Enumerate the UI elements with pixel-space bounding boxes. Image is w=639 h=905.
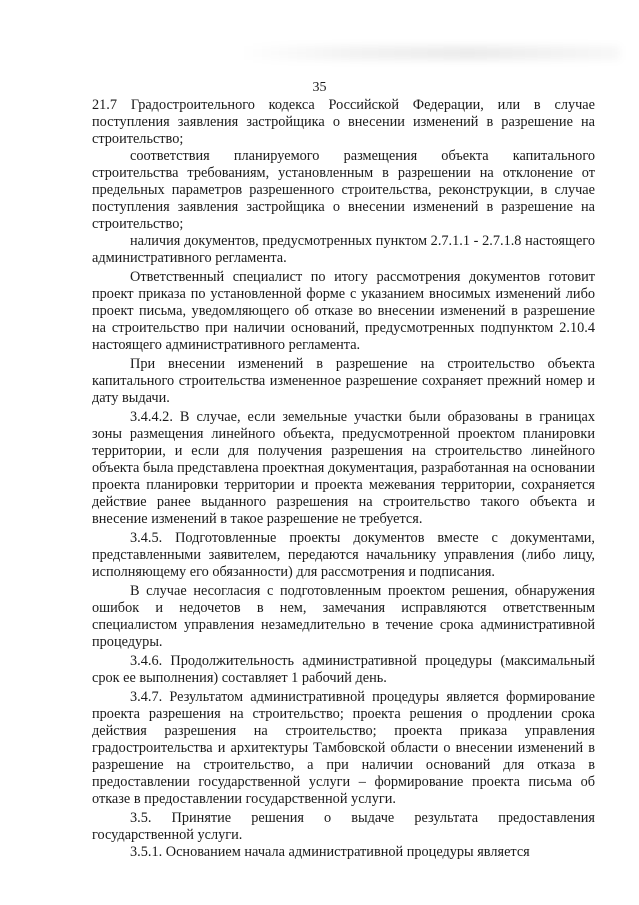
- paragraph-responsible-specialist: Ответственный специалист по итогу рассмотрения документов готовит проект приказа по установленной форме с указанием вносимых изменений либо проект письма, уведомляющего об отказе во внесении изменений в разрешение на строительство при наличии оснований, предусмотренных подпунктом 2.10.4 настоящего административного регламента.: [92, 269, 595, 353]
- paragraph-3-5: 3.5. Принятие решения о выдаче результата предоставления государственной услуги.: [92, 810, 595, 843]
- paragraph-disagreement: В случае несогласия с подготовленным проектом решения, обнаружения ошибок и недочетов в нем, замечания исправляются ответственным специалистом управления незамедлительно в течение срока административной процедуры.: [92, 583, 595, 650]
- page-number: 35: [312, 80, 327, 95]
- paragraph-3-4-4-2: 3.4.4.2. В случае, если земельные участки были образованы в границах зоны размещения линейного объекта, предусмотренной проектом планировки территории, и если для получения разрешения на строительство линейного объекта была представлена проектная документация, разработанная на основании проекта планировки территории и проекта межевания территории, сохраняется действие ранее выданного разрешения на строительство такого объекта и внесение изменений в такое разрешение не требуется.: [92, 409, 595, 527]
- paragraph-3-4-7: 3.4.7. Результатом административной процедуры является формирование проекта разрешения на строительство; проекта решения о продлении срока действия разрешения на строительство; проекта приказа управления градостроительства и архитектуры Тамбовской области о внесении изменений в разрешение на строительство, а при наличии оснований для отказа в предоставлении государственной услуги – формирование проекта письма об отказе в предоставлении государственной услуги.: [92, 689, 595, 807]
- paragraph-changes-permit-number: При внесении изменений в разрешение на строительство объекта капитального строительства измененное разрешение сохраняет прежний номер и дату выдачи.: [92, 356, 595, 406]
- paragraph-3-4-5: 3.4.5. Подготовленные проекты документов вместе с документами, представленными заявителем, передаются начальнику управления (либо лицу, исполняющему его обязанности) для рассмотрения и подписания.: [92, 530, 595, 580]
- paragraph-documents-presence: наличия документов, предусмотренных пунктом 2.7.1.1 - 2.7.1.8 настоящего административного регламента.: [92, 233, 595, 266]
- document-body: [92, 97, 595, 861]
- scan-artifact: [240, 46, 620, 60]
- paragraph-3-4-6: 3.4.6. Продолжительность административной процедуры (максимальный срок ее выполнения) составляет 1 рабочий день.: [92, 653, 595, 686]
- paragraph-continuation: 21.7 Градостроительного кодекса Российской Федерации, или в случае поступления заявления застройщика о внесении изменений в разрешение на строительство;: [92, 97, 595, 147]
- paragraph-planned-placement: соответствия планируемого размещения объекта капитального строительства требованиям, установленным в разрешении на отклонение от предельных параметров разрешенного строительства, реконструкции, в случае поступления заявления застройщика о внесении изменений в разрешение на строительство;: [92, 148, 595, 232]
- paragraph-3-5-1: 3.5.1. Основанием начала административной процедуры является: [130, 844, 530, 860]
